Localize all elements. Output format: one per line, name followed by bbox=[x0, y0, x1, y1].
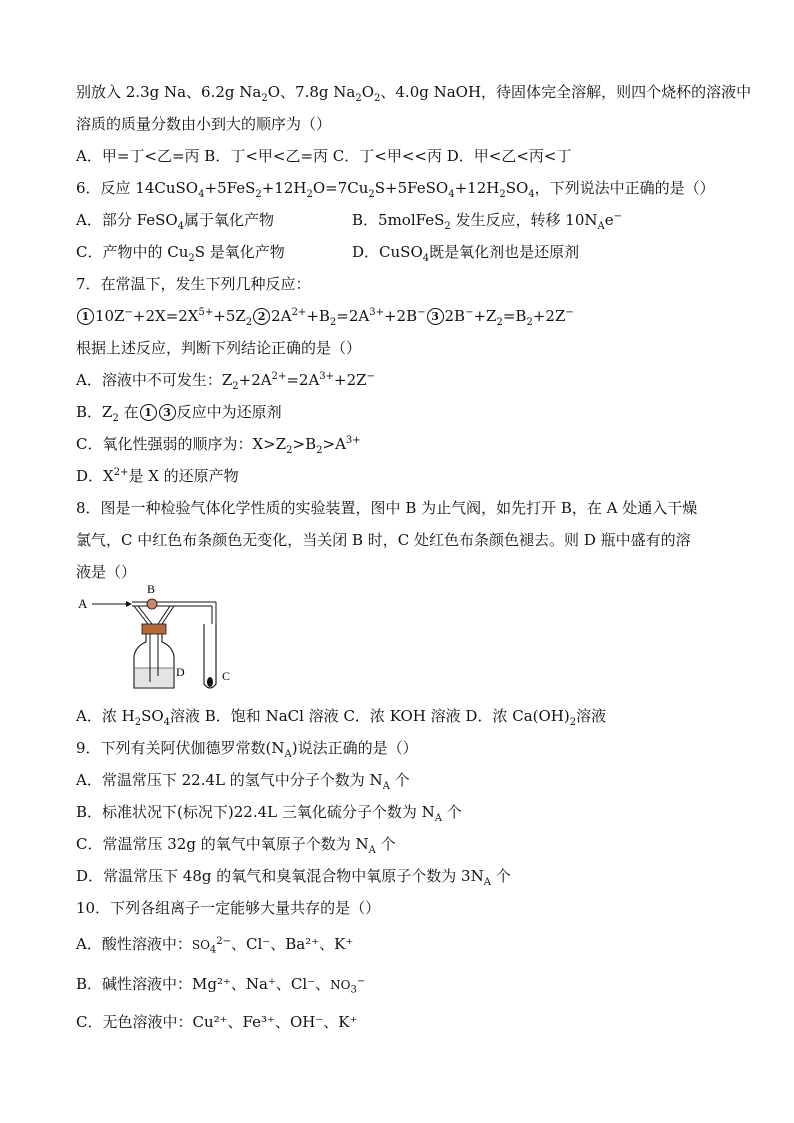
q7-option-a: A．溶液中不可发生：$Z_2+2A^{2+}=2A^{3+}+2Z^-$ bbox=[76, 371, 375, 392]
q5-stem-line2: 溶质的质量分数由小到大的顺序为（） bbox=[76, 115, 332, 133]
circled-1-icon: 1 bbox=[77, 308, 94, 325]
q7-stem2: 根据上述反应，判断下列结论正确的是（） bbox=[76, 339, 362, 357]
q7-option-d: D．$X^{2+}$是 X 的还原产物 bbox=[76, 467, 239, 485]
q9-option-a: A．常温常压下 22.4L 的氢气中分子个数为 $N_A$ 个 bbox=[76, 771, 410, 792]
circled-3-icon: 3 bbox=[159, 404, 176, 421]
q9-stem: 9．下列有关阿伏伽德罗常数$(N_A)$说法正确的是（） bbox=[76, 739, 418, 760]
q8-stem-line1: 8．图是一种检验气体化学性质的实验装置，图中 B 为止气阀，如先打开 B，在 A 处通入干燥 bbox=[76, 499, 698, 517]
q6-option-c: C．产物中的 $Cu_2S$ 是氧化产物 bbox=[76, 243, 285, 264]
gas-apparatus-diagram bbox=[76, 584, 246, 696]
q7-option-b: B．$Z_2$ 在 1 3 反应中为还原剂 bbox=[76, 403, 282, 424]
q6-option-d: D．CuSO$_4$既是氧化剂也是还原剂 bbox=[352, 243, 580, 264]
q8-stem-line2: 氯气，C 中红色布条颜色无变化，当关闭 B 时，C 处红色布条颜色褪去。则 D 瓶中盛有的溶 bbox=[76, 531, 691, 549]
label-c: C bbox=[222, 669, 231, 683]
q8-stem-line3: 液是（） bbox=[76, 563, 137, 581]
q5-options: A．甲=丁<乙=丙 B．丁<甲<乙=丙 C．丁<甲<<丙 D．甲<乙<丙<丁 bbox=[76, 147, 572, 165]
circled-1-icon: 1 bbox=[140, 404, 157, 421]
q10-stem: 10．下列各组离子一定能够大量共存的是（） bbox=[76, 899, 381, 917]
q6-option-b: B．5molFeS$_2$ 发生反应，转移 $10N_Ae^-$ bbox=[352, 211, 623, 232]
q9-option-d: D．常温常压下 48g 的氧气和臭氧混合物中氧原子个数为 $3N_A$ 个 bbox=[76, 867, 511, 888]
q10-option-b: B．碱性溶液中：Mg²⁺、Na⁺、Cl⁻、$NO_3^-$ bbox=[76, 975, 366, 996]
label-b: B bbox=[147, 584, 156, 596]
q6-options-cd bbox=[76, 242, 728, 264]
label-d: D bbox=[176, 665, 185, 679]
q6-option-a: A．部分 FeSO$_4$属于氧化产物 bbox=[76, 211, 275, 232]
q7-stem: 7．在常温下，发生下列几种反应： bbox=[76, 275, 311, 293]
q10-option-c: C．无色溶液中：Cu²⁺、Fe³⁺、OH⁻、K⁺ bbox=[76, 1013, 358, 1031]
q10-option-a: A．酸性溶液中：$SO_4^{2-}$、Cl⁻、Ba²⁺、K⁺ bbox=[76, 935, 354, 956]
q9-option-c: C．常温常压 32g 的氧气中氧原子个数为 $N_A$ 个 bbox=[76, 835, 396, 856]
circled-2-icon: 2 bbox=[253, 308, 270, 325]
q6-stem: 6．反应 $14CuSO_4+5FeS_2+12H_2O=7Cu_2S+5FeSO_4+12H_2SO_4$，下列说法中正确的是（） bbox=[76, 179, 715, 200]
label-a: A bbox=[78, 596, 88, 611]
q8-options: A．浓 $H_2SO_4$溶液 B．饱和 NaCl 溶液 C．浓 KOH 溶液 D．浓 $Ca(OH)_2$溶液 bbox=[76, 707, 607, 728]
circled-3-icon: 3 bbox=[427, 308, 444, 325]
q9-option-b: B．标准状况下(标况下)22.4L 三氧化硫分子个数为 $N_A$ 个 bbox=[76, 803, 462, 824]
bottle-stopper bbox=[142, 624, 166, 634]
q7-option-c: C．氧化性强弱的顺序为：$X>Z_2>B_2>A^{3+}$ bbox=[76, 435, 361, 456]
valve-b bbox=[147, 599, 157, 609]
q7-reactions: 1 $10Z^-+2X=2X^{5+}+5Z_2$ 2 $2A^{2+}+B_2=2A^{3+}+2B^-$ 3 $2B^-+Z_2=B_2+2Z^-$ bbox=[76, 306, 728, 328]
red-cloth-strip bbox=[207, 677, 213, 687]
q6-options-ab bbox=[76, 210, 728, 232]
q5-stem-line1: 别放入 2.3g Na、6.2g $Na_2O$、7.8g $Na_2O_2$、4.0g NaOH，待固体完全溶解，则四个烧杯的溶液中 bbox=[76, 83, 752, 104]
bottle-liquid bbox=[135, 668, 173, 687]
